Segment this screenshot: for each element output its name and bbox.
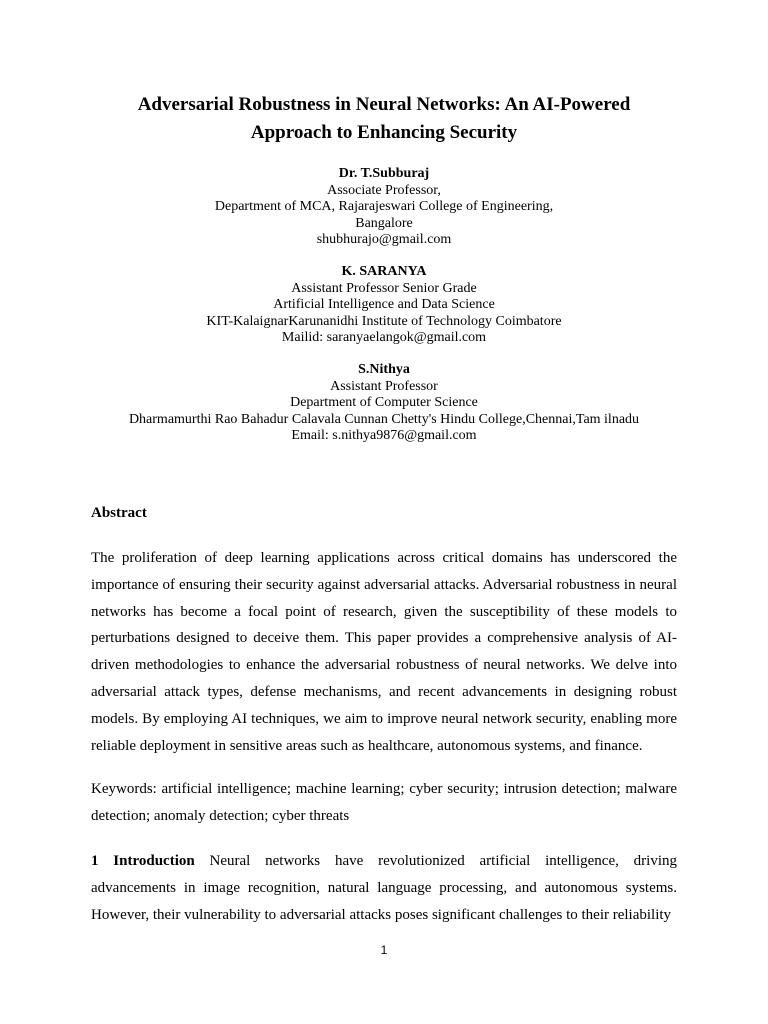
author-block-3 <box>40 362 728 445</box>
title-line-1: Adversarial Robustness in Neural Networks: An AI-Powered <box>137 94 631 115</box>
author-affiliation-line: KIT-KalaignarKarunanidhi Institute of Technology Coimbatore <box>206 313 562 329</box>
author-name: Dr. T.Subburaj <box>338 166 430 181</box>
author-affiliation-line: Department of Computer Science <box>290 395 478 410</box>
keywords-paragraph: Keywords: artificial intelligence; machine learning; cyber security; intrusion detection; malware detection; anomaly detection; cyber threats <box>91 781 677 824</box>
introduction-heading: 1 Introduction <box>91 853 195 869</box>
author-block-1 <box>40 166 728 249</box>
author-affiliation-line: Assistant Professor Senior Grade <box>291 280 477 296</box>
introduction-paragraph <box>91 848 677 928</box>
abstract-paragraph: The proliferation of deep learning applications across critical domains has underscored the importance of ensuring their security against adversarial attacks. Adversarial robustness in neural networks has become a focal point of research, given the susceptibility of these models to perturbations designed to deceive them. This paper provides a comprehensive analysis of AI-driven methodologies to enhance the adversarial robustness of neural networks. We delve into adversarial attack types, defense mechanisms, and recent advancements in designing robust models. By employing AI techniques, we aim to improve neural network security, enabling more reliable deployment in sensitive areas such as healthcare, autonomous systems, and finance. <box>91 550 677 754</box>
paper-title <box>60 91 708 147</box>
page-number: 1 <box>380 943 388 957</box>
author-affiliation-line: Bangalore <box>355 215 413 231</box>
author-name: S.Nithya <box>358 362 410 377</box>
author-affiliation-line: Associate Professor, <box>327 182 441 198</box>
abstract-heading: Abstract <box>91 505 147 521</box>
author-name: K. SARANYA <box>341 264 427 279</box>
author-block-2 <box>40 264 728 347</box>
author-affiliation-line: Artificial Intelligence and Data Science <box>273 297 495 312</box>
author-email: Email: s.nithya9876@gmail.com <box>291 428 477 443</box>
author-affiliation-line: Dharmamurthi Rao Bahadur Calavala Cunnan Chetty's Hindu College,Chennai,Tam ilnadu <box>128 411 640 427</box>
author-affiliation-line: Department of MCA, Rajarajeswari College of Engineering, <box>214 199 554 214</box>
author-email: Mailid: saranyaelangok@gmail.com <box>281 330 487 345</box>
title-line-2: Approach to Enhancing Security <box>250 122 518 143</box>
author-email: shubhurajo@gmail.com <box>316 232 452 247</box>
introduction-text: Neural networks have revolutionized artificial intelligence, driving advancements in image recognition, natural language processing, and autonomous systems. However, their vulnerability to adversarial attacks poses significant challenges to their reliability <box>91 853 677 923</box>
author-affiliation-line: Assistant Professor <box>330 378 438 394</box>
